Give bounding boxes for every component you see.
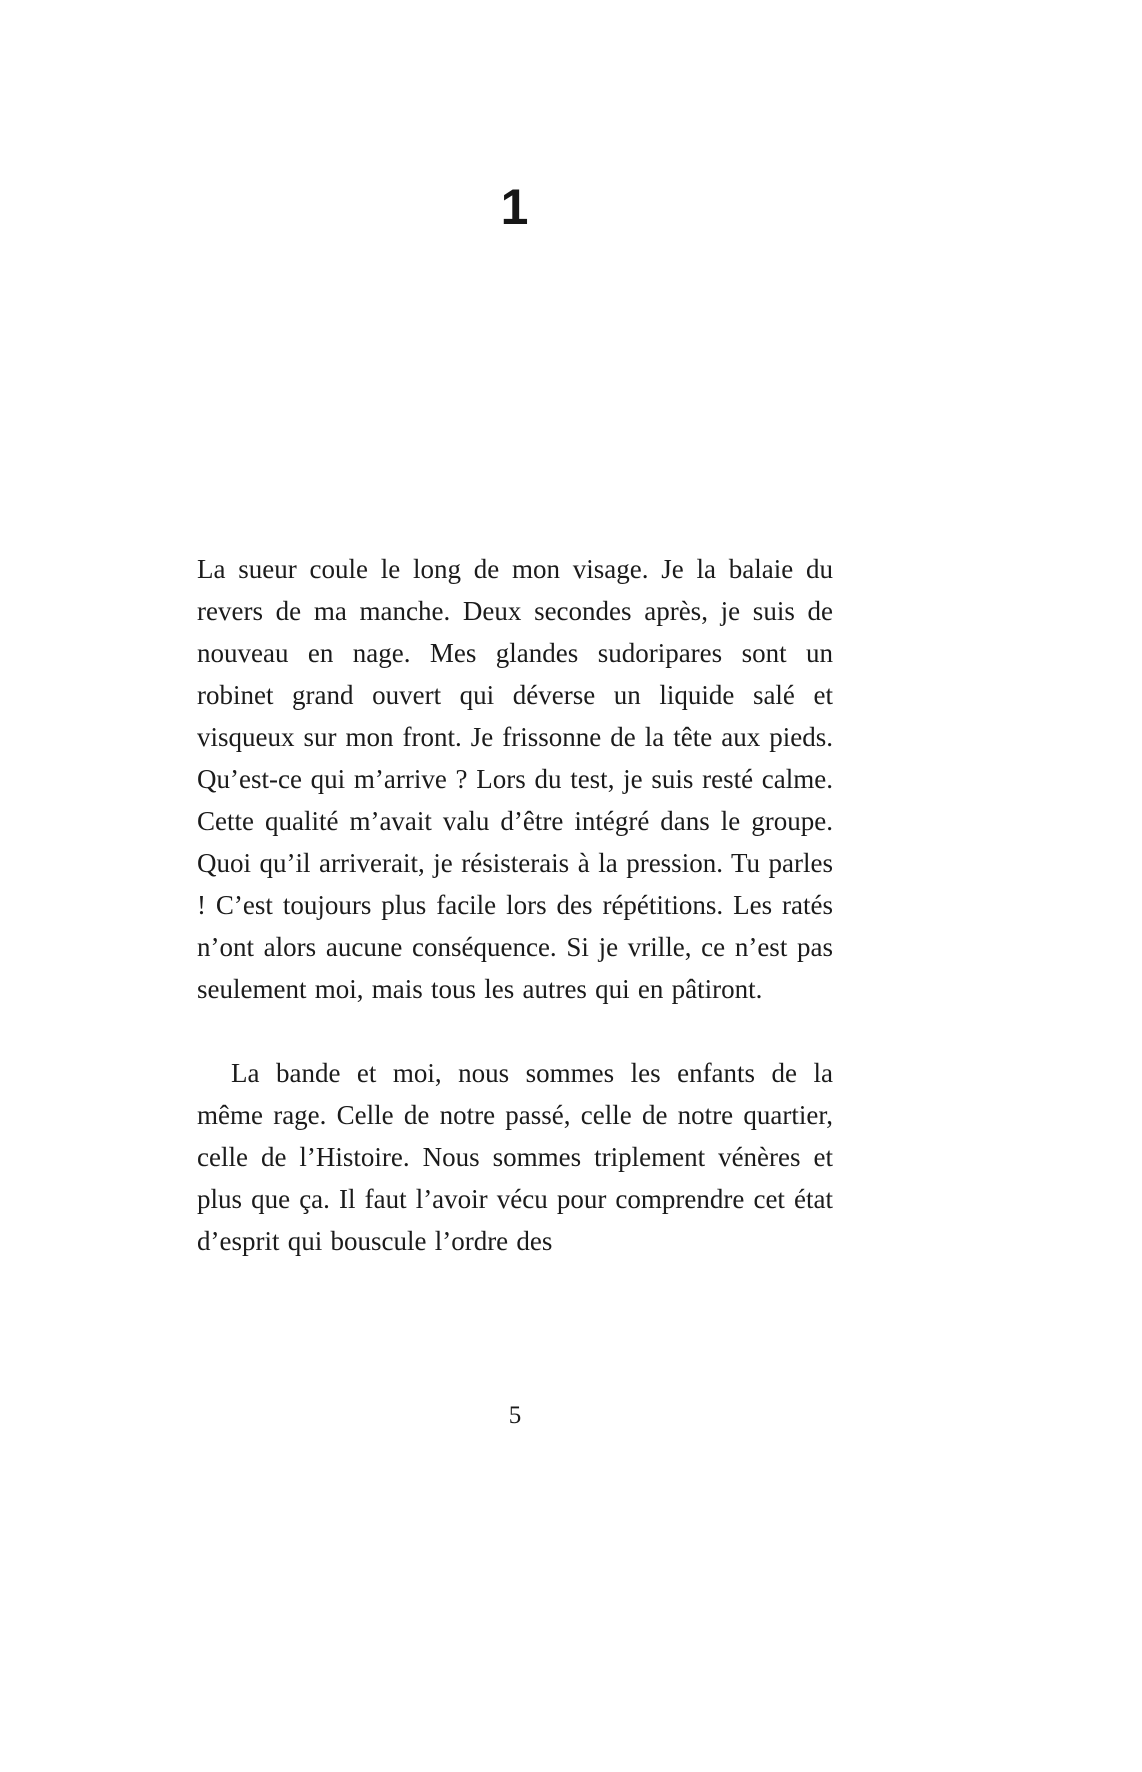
body-text xyxy=(197,548,833,1262)
chapter-number: 1 xyxy=(500,179,530,235)
paragraph-2: La bande et moi, nous sommes les enfants de la même rage. Celle de notre passé, celle de notre quartier, celle de l’Histoire. Nous sommes triplement vénères et plus que ça. Il faut l’avoir vécu pour comprendre cet état d’esprit qui bouscule l’ordre des xyxy=(197,1058,833,1256)
paragraph-1: La sueur coule le long de mon visage. Je la balaie du revers de ma manche. Deux secondes après, je suis de nouveau en nage. Mes glandes sudoripares sont un robinet grand ouvert qui déverse un liquide salé et visqueux sur mon front. Je frissonne de la tête aux pieds. Qu’est-ce qui m’arrive ? Lors du test, je suis resté calme. Cette qualité m’avait valu d’être intégré dans le groupe. Quoi qu’il arriverait, je résisterais à la pression. Tu parles ! C’est toujours plus facile lors des répétitions. Les ratés n’ont alors aucune conséquence. Si je vrille, ce n’est pas seulement moi, mais tous les autres qui en pâtiront. xyxy=(197,554,833,1004)
page-number: 5 xyxy=(508,1402,522,1429)
